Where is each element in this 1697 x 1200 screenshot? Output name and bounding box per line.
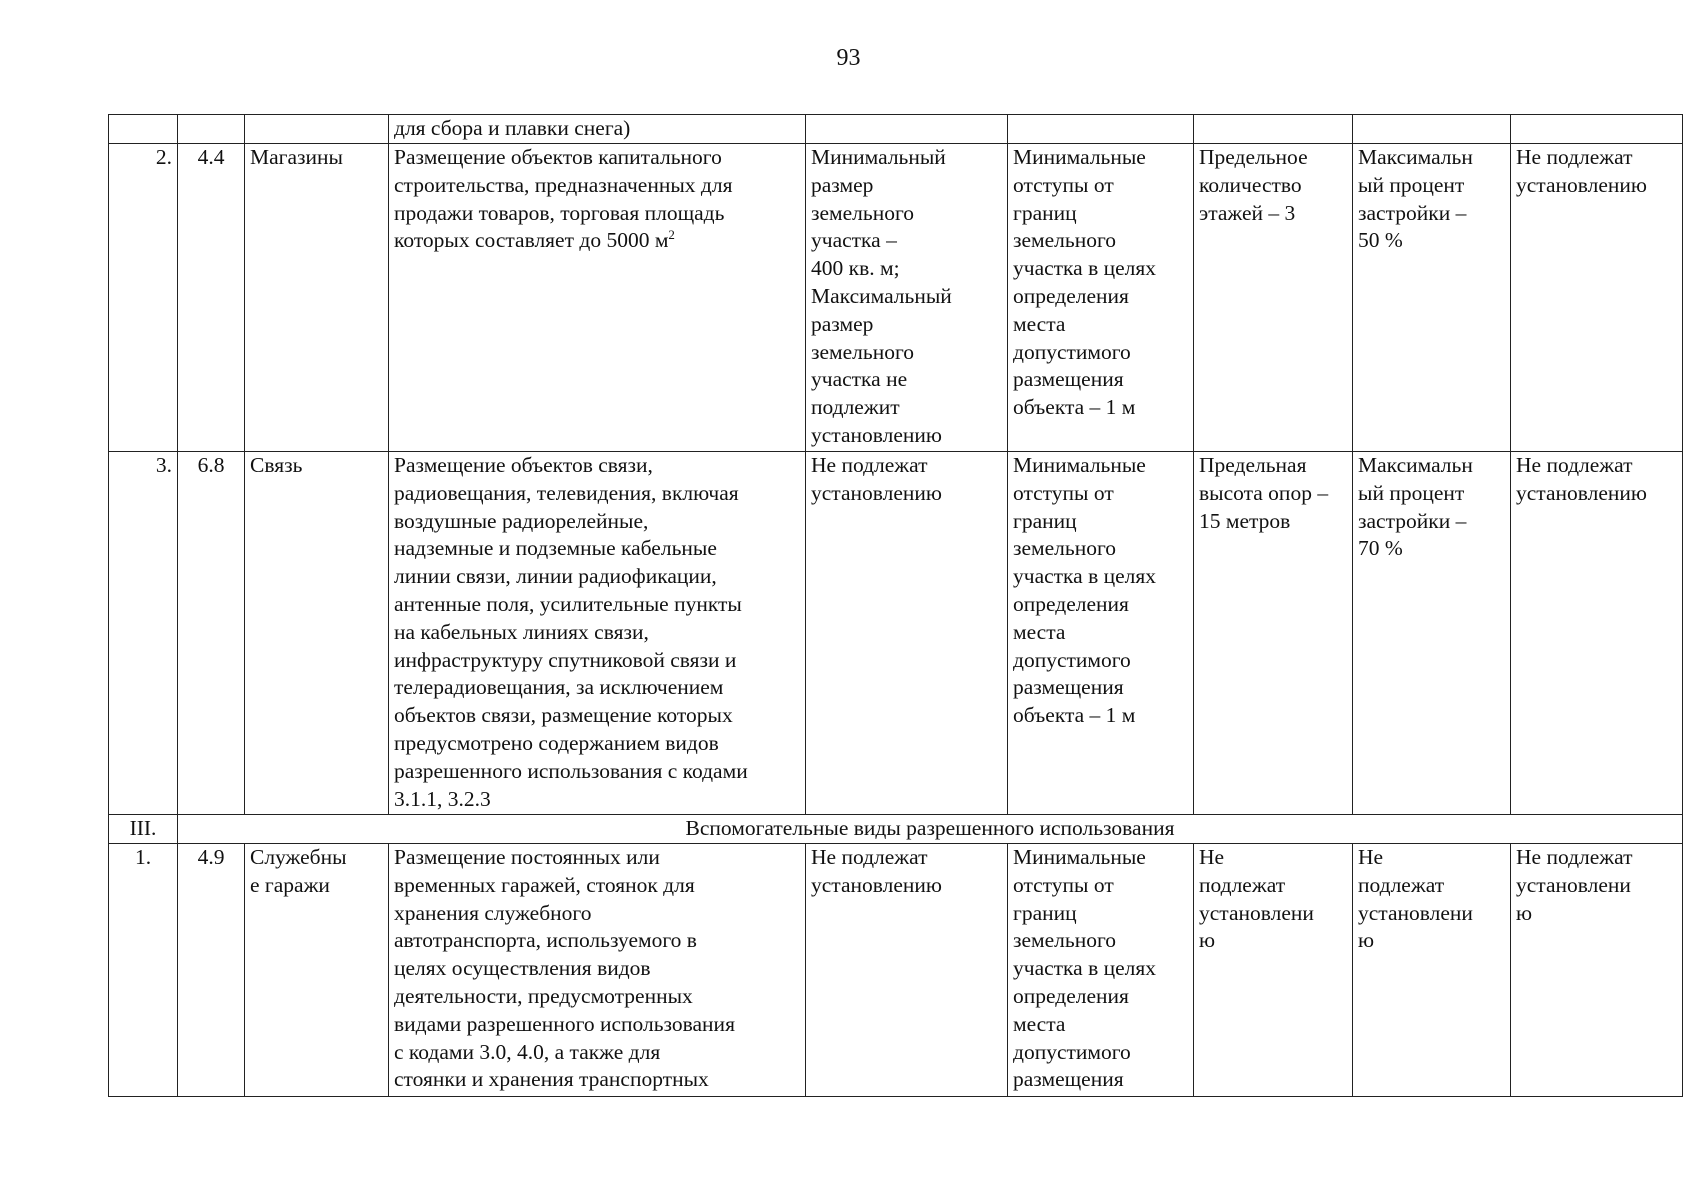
height-line: этажей – 3: [1199, 200, 1296, 225]
description-line: временных гаражей, стоянок для: [394, 872, 695, 897]
height-line: подлежат: [1199, 872, 1286, 897]
setback-line: земельного: [1013, 228, 1117, 253]
description-line: на кабельных линиях связи,: [394, 619, 649, 644]
description-line: строительства, предназначенных для: [394, 172, 733, 197]
setback-line: размещения: [1013, 1067, 1124, 1092]
cell-other: [1511, 452, 1683, 815]
other-line: установлению: [1516, 172, 1647, 197]
coverage-line: установлени: [1358, 900, 1473, 925]
cell-height: [1194, 844, 1353, 1097]
description-line: радиовещания, телевидения, включая: [394, 480, 739, 505]
other-line: установлению: [1516, 480, 1647, 505]
setback-line: Минимальные: [1013, 145, 1146, 169]
coverage-line: Максимальн: [1358, 145, 1473, 169]
description-line: 3.1.1, 3.2.3: [394, 786, 491, 811]
section-header-row: [109, 815, 1683, 844]
description-line: с кодами 3.0, 4.0, а также для: [394, 1039, 661, 1064]
cell-num: 1.: [109, 844, 178, 1097]
table-row: [109, 452, 1683, 815]
description-line: разрешенного использования с кодами: [394, 758, 748, 783]
coverage-line: ый процент: [1358, 172, 1465, 197]
description-line: целях осуществления видов: [394, 956, 651, 981]
description-line: автотранспорта, используемого в: [394, 928, 697, 953]
cell-setback: [1008, 844, 1194, 1097]
plot-size-line: размер: [811, 311, 874, 336]
cell-description: [389, 115, 806, 144]
cell-coverage: [1353, 115, 1511, 144]
name-line: Служебны: [250, 845, 347, 869]
height-line: Предельное: [1199, 145, 1308, 169]
setback-line: места: [1013, 1011, 1066, 1036]
page-number: 93: [836, 45, 861, 71]
cell-code: 4.9: [178, 844, 245, 1097]
setback-line: допустимого: [1013, 1039, 1131, 1064]
setback-line: Минимальные: [1013, 453, 1146, 477]
cell-num: [109, 115, 178, 144]
cell-code: 6.8: [178, 452, 245, 815]
cell-name: [245, 144, 389, 452]
superscript: 2: [668, 227, 675, 243]
continuation-row: [109, 115, 1683, 144]
cell-code: [178, 115, 245, 144]
cell-plot-size: [806, 844, 1008, 1097]
description-line: деятельности, предусмотренных: [394, 983, 693, 1008]
cell-other: [1511, 144, 1683, 452]
description-line: линии связи, линии радиофикации,: [394, 564, 717, 589]
setback-line: границ: [1013, 508, 1077, 533]
name-line: Связь: [250, 453, 303, 477]
table-row: [109, 144, 1683, 452]
coverage-line: подлежат: [1358, 872, 1445, 897]
plot-size-line: Не подлежат: [811, 453, 928, 477]
coverage-line: ый процент: [1358, 480, 1465, 505]
coverage-line: застройки –: [1358, 508, 1467, 533]
other-line: ю: [1516, 900, 1533, 925]
setback-line: участка в целях: [1013, 956, 1157, 981]
plot-size-line: Не подлежат: [811, 845, 928, 869]
coverage-line: 50 %: [1358, 228, 1403, 253]
cell-other: [1511, 115, 1683, 144]
land-use-table: [108, 114, 1683, 1097]
description-line: стоянки и хранения транспортных: [394, 1067, 709, 1092]
cell-height: [1194, 144, 1353, 452]
setback-line: земельного: [1013, 928, 1117, 953]
other-line: Не подлежат: [1516, 453, 1633, 477]
setback-line: допустимого: [1013, 339, 1131, 364]
setback-line: объекта – 1 м: [1013, 395, 1136, 420]
coverage-line: Не: [1358, 845, 1384, 869]
plot-size-line: 400 кв. м;: [811, 256, 900, 281]
setback-line: места: [1013, 311, 1066, 336]
cell-description: [389, 144, 806, 452]
description-line: объектов связи, размещение которых: [394, 703, 733, 728]
setback-line: участка в целях: [1013, 256, 1157, 281]
cell-description: [389, 452, 806, 815]
cell-code: 4.4: [178, 144, 245, 452]
height-line: установлени: [1199, 900, 1314, 925]
cell-plot-size: [806, 452, 1008, 815]
cell-setback: [1008, 144, 1194, 452]
coverage-line: 70 %: [1358, 536, 1403, 561]
height-line: Не: [1199, 845, 1225, 869]
table-body: [109, 115, 1683, 1097]
plot-size-line: участка –: [811, 228, 897, 253]
cell-name: [245, 844, 389, 1097]
setback-line: допустимого: [1013, 647, 1131, 672]
plot-size-line: участка не: [811, 367, 908, 392]
plot-size-line: установлению: [811, 480, 942, 505]
plot-size-line: земельного: [811, 339, 915, 364]
plot-size-line: установлению: [811, 422, 942, 447]
setback-line: границ: [1013, 200, 1077, 225]
cell-description: [389, 844, 806, 1097]
description-line: продажи товаров, торговая площадь: [394, 200, 725, 225]
setback-line: размещения: [1013, 675, 1124, 700]
plot-size-line: размер: [811, 172, 874, 197]
name-line: е гаражи: [250, 872, 330, 897]
height-line: количество: [1199, 172, 1302, 197]
setback-line: отступы от: [1013, 172, 1114, 197]
coverage-line: Максимальн: [1358, 453, 1473, 477]
description-line: хранения служебного: [394, 900, 592, 925]
cell-plot-size: [806, 144, 1008, 452]
description-line: для сбора и плавки снега): [394, 116, 631, 140]
other-line: Не подлежат: [1516, 145, 1633, 169]
height-line: Предельная: [1199, 453, 1307, 477]
setback-line: земельного: [1013, 536, 1117, 561]
cell-plot-size: [806, 115, 1008, 144]
coverage-line: ю: [1358, 928, 1375, 953]
setback-line: размещения: [1013, 367, 1124, 392]
section-number: III.: [109, 815, 178, 844]
description-line: Размещение объектов связи,: [394, 453, 653, 477]
description-line: надземные и подземные кабельные: [394, 536, 717, 561]
cell-height: [1194, 115, 1353, 144]
section-title: Вспомогательные виды разрешенного использования: [178, 815, 1683, 844]
setback-line: участка в целях: [1013, 564, 1157, 589]
other-line: Не подлежат: [1516, 845, 1633, 869]
setback-line: отступы от: [1013, 480, 1114, 505]
setback-line: объекта – 1 м: [1013, 703, 1136, 728]
description-line: Размещение постоянных или: [394, 845, 660, 869]
description-line: антенные поля, усилительные пункты: [394, 591, 742, 616]
cell-num: 3.: [109, 452, 178, 815]
plot-size-line: установлению: [811, 872, 942, 897]
plot-size-line: Минимальный: [811, 145, 946, 169]
cell-setback: [1008, 115, 1194, 144]
cell-name: [245, 115, 389, 144]
coverage-line: застройки –: [1358, 200, 1467, 225]
plot-size-line: земельного: [811, 200, 915, 225]
cell-num: 2.: [109, 144, 178, 452]
description-line: воздушные радиорелейные,: [394, 508, 649, 533]
description-line: которых составляет до 5000 $м^2$: [394, 227, 675, 253]
setback-line: границ: [1013, 900, 1077, 925]
setback-line: определения: [1013, 591, 1129, 616]
cell-height: [1194, 452, 1353, 815]
height-line: ю: [1199, 928, 1216, 953]
name-line: Магазины: [250, 145, 343, 169]
setback-line: определения: [1013, 283, 1129, 308]
setback-line: Минимальные: [1013, 845, 1146, 869]
cell-coverage: [1353, 144, 1511, 452]
cell-name: [245, 452, 389, 815]
cell-coverage: [1353, 452, 1511, 815]
setback-line: определения: [1013, 983, 1129, 1008]
setback-line: места: [1013, 619, 1066, 644]
description-line: инфраструктуру спутниковой связи и: [394, 647, 737, 672]
height-line: высота опор –: [1199, 480, 1329, 505]
cell-setback: [1008, 452, 1194, 815]
table-row: [109, 844, 1683, 1097]
setback-line: отступы от: [1013, 872, 1114, 897]
description-line: Размещение объектов капитального: [394, 145, 722, 169]
cell-coverage: [1353, 844, 1511, 1097]
description-line: телерадиовещания, за исключением: [394, 675, 724, 700]
plot-size-line: подлежит: [811, 395, 900, 420]
description-line: видами разрешенного использования: [394, 1011, 735, 1036]
other-line: установлени: [1516, 872, 1631, 897]
plot-size-line: Максимальный: [811, 283, 952, 308]
height-line: 15 метров: [1199, 508, 1291, 533]
description-line: предусмотрено содержанием видов: [394, 730, 719, 755]
cell-other: [1511, 844, 1683, 1097]
